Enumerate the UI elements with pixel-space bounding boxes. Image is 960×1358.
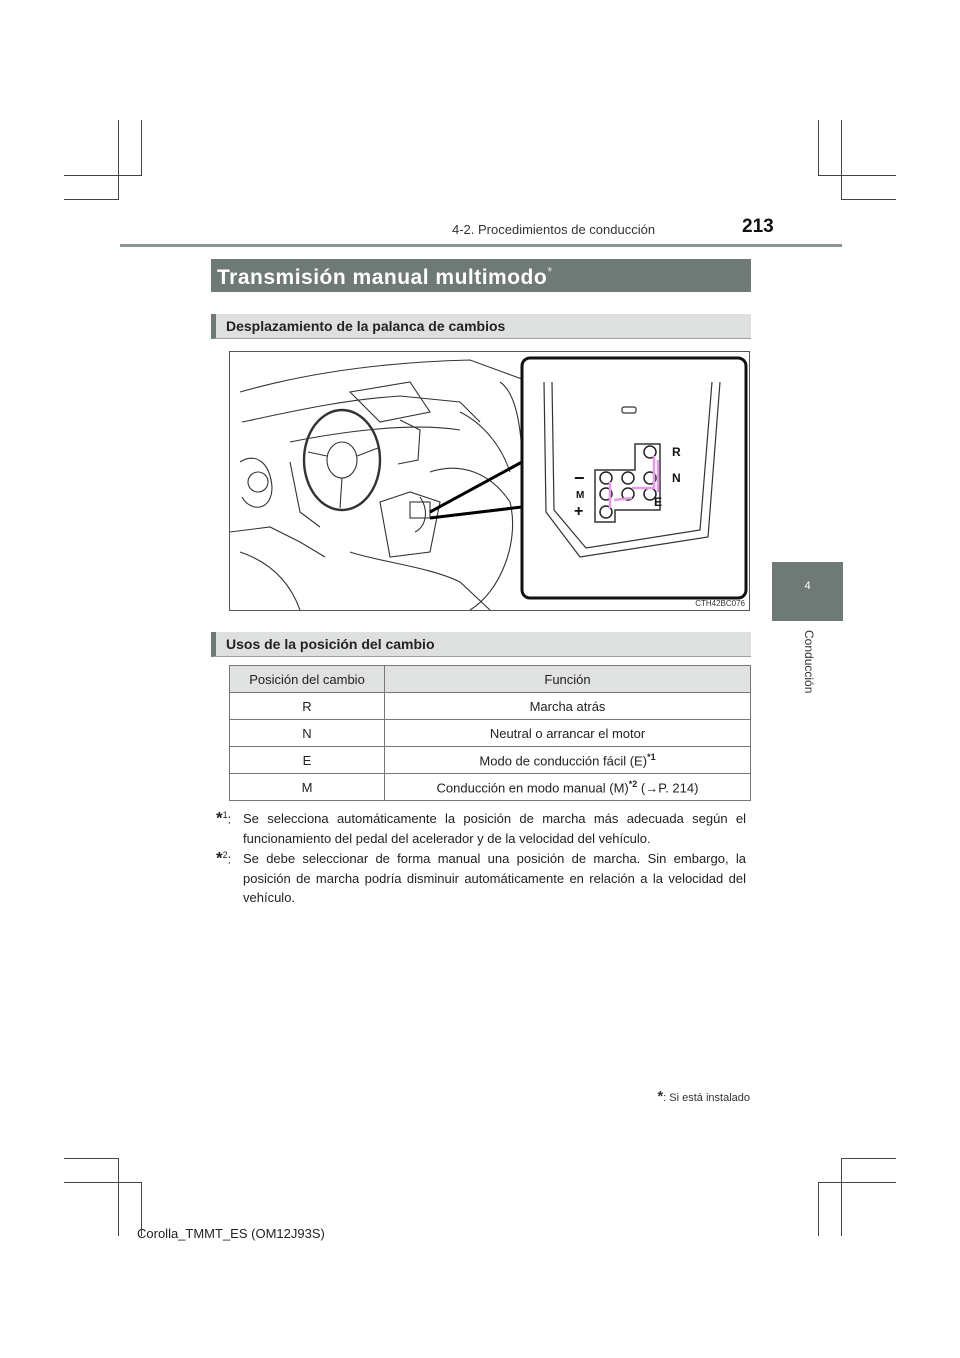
shift-position-table — [229, 665, 751, 801]
crop-mark — [841, 120, 842, 200]
crop-mark — [64, 1182, 142, 1183]
car-interior-illustration — [230, 352, 750, 611]
gear-label-m: M — [576, 490, 585, 501]
header-rule — [120, 244, 842, 247]
footnote-number: 1 — [222, 810, 228, 820]
footnote-ref: *1 — [647, 751, 656, 762]
shift-lever-figure — [229, 351, 750, 611]
footnote-text: Se debe seleccionar de forma manual una posición de marcha. Sin embargo, la posición de marcha podría disminuir automáticamente en relación a la velocidad del vehículo. — [243, 851, 746, 906]
footer-doc-id: Corolla_TMMT_ES (OM12J93S) — [137, 1226, 325, 1241]
chapter-tab — [772, 562, 843, 621]
installed-note-mark: * — [657, 1088, 664, 1105]
footnote-mark: * — [216, 848, 223, 868]
crop-mark — [841, 199, 896, 200]
gear-label-plus: + — [574, 503, 584, 520]
crop-mark — [118, 120, 119, 200]
table-cell-function: Neutral o arrancar el motor — [385, 720, 751, 747]
section-heading-shift-text: Desplazamiento de la palanca de cambios — [226, 318, 506, 334]
gear-label-n: N — [672, 471, 681, 485]
crop-mark — [118, 1158, 119, 1236]
section-heading-uses-text: Usos de la posición del cambio — [226, 636, 435, 652]
crop-mark — [141, 120, 142, 176]
table-cell-position: E — [230, 747, 385, 774]
crop-mark — [841, 1158, 842, 1236]
section-heading-shift — [211, 314, 751, 339]
section-heading-uses — [211, 632, 751, 657]
title-star: * — [547, 264, 553, 279]
footnote-mark: * — [216, 808, 223, 828]
page-title: Transmisión manual multimodo* — [217, 264, 553, 289]
table-row — [230, 747, 751, 774]
gear-label-r: R — [672, 445, 681, 459]
table-cell-function: Marcha atrás — [385, 693, 751, 720]
installed-note — [657, 1088, 750, 1105]
table-cell-position: M — [230, 774, 385, 801]
table-cell-function: Conducción en modo manual $(M)^{*2}$ (→P. 214) — [385, 774, 751, 801]
installed-note-text: : Si está instalado — [663, 1092, 750, 1104]
footnote-1: *$^1$: Se selecciona automáticamente la posición de marcha más adecuada según el funcionamiento del pedal del acelerador y de la velocidad del vehículo. — [216, 806, 746, 848]
footnote-number: 2 — [222, 850, 228, 860]
section-breadcrumb: 4-2. Procedimientos de conducción — [452, 222, 656, 237]
table-row — [230, 774, 751, 801]
table-header-function: Función — [385, 666, 751, 693]
table-header-row — [230, 666, 751, 693]
crop-mark — [64, 1158, 119, 1159]
table-header-position: Posición del cambio — [230, 666, 385, 693]
gear-label-minus: − — [574, 468, 585, 488]
table-cell-function: Modo de conducción fácil $(E)^{*1}$ — [385, 747, 751, 774]
crop-mark — [64, 175, 142, 176]
page-number: 213 — [742, 216, 774, 237]
chapter-number: 4 — [804, 580, 811, 592]
crop-mark — [818, 1182, 819, 1236]
table-row — [230, 720, 751, 747]
page-reference-link[interactable]: (→P. 214) — [637, 780, 699, 796]
footnote-ref: *2 — [628, 778, 638, 789]
gear-label-e: E — [654, 495, 663, 509]
crop-mark — [818, 1182, 896, 1183]
table-row — [230, 693, 751, 720]
table-cell-position: N — [230, 720, 385, 747]
page-title-bar — [211, 259, 751, 292]
crop-mark — [818, 120, 819, 176]
crop-mark — [841, 1158, 896, 1159]
crop-mark — [64, 199, 119, 200]
figure-code: CTH42BC076 — [695, 599, 745, 608]
chapter-label: Conducción — [802, 630, 816, 694]
footnote-2: *$^2$: Se debe seleccionar de forma manual una posición de marcha. Sin embargo, la posición de marcha podría disminuir automáticamente en relación a la velocidad del vehículo. — [216, 846, 746, 908]
footnote-text: Se selecciona automáticamente la posición de marcha más adecuada según el funcionamiento del pedal del acelerador y de la velocidad del vehículo. — [243, 811, 746, 846]
crop-mark — [818, 175, 896, 176]
table-cell-position: R — [230, 693, 385, 720]
